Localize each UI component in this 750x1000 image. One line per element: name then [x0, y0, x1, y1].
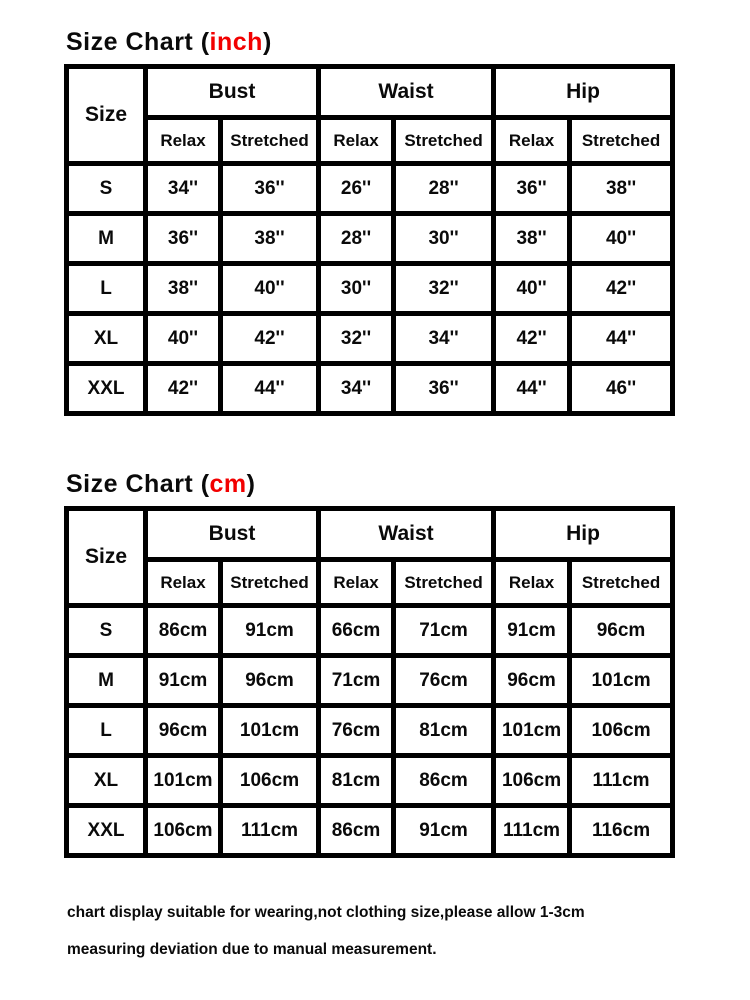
value-cell: 28'' [394, 164, 494, 214]
sub-header-row [67, 560, 673, 606]
title-close-paren: ) [262, 28, 272, 56]
sub-header-row [67, 118, 673, 164]
table-row-xxl [67, 806, 673, 856]
size-chart-inch-section [64, 28, 750, 416]
value-cell: 40'' [494, 264, 570, 314]
size-table-inch [64, 64, 675, 416]
value-cell: 44'' [570, 314, 673, 364]
value-cell: 76cm [394, 656, 494, 706]
waist-group-header: Waist [319, 67, 494, 118]
value-cell: 96cm [146, 706, 221, 756]
hip-group-header: Hip [494, 67, 673, 118]
title-close-paren: ) [246, 470, 256, 498]
title-text: Size Chart ( [66, 470, 210, 498]
value-cell: 76cm [319, 706, 394, 756]
hip-stretched-header: Stretched [570, 118, 673, 164]
bust-group-header: Bust [146, 509, 319, 560]
value-cell: 96cm [221, 656, 319, 706]
group-header-row [67, 67, 673, 118]
value-cell: 38'' [570, 164, 673, 214]
size-cell: XL [67, 756, 146, 806]
value-cell: 86cm [146, 606, 221, 656]
value-cell: 26'' [319, 164, 394, 214]
size-cell: L [67, 706, 146, 756]
bust-relax-header: Relax [146, 560, 221, 606]
measurement-note [67, 902, 750, 961]
value-cell: 38'' [146, 264, 221, 314]
value-cell: 106cm [570, 706, 673, 756]
size-cell: S [67, 164, 146, 214]
hip-stretched-header: Stretched [570, 560, 673, 606]
value-cell: 106cm [221, 756, 319, 806]
table-row-s [67, 164, 673, 214]
size-chart-cm-title [66, 470, 750, 499]
value-cell: 91cm [221, 606, 319, 656]
group-header-row [67, 509, 673, 560]
value-cell: 106cm [494, 756, 570, 806]
value-cell: 91cm [146, 656, 221, 706]
value-cell: 46'' [570, 364, 673, 414]
title-unit-cm: cm [209, 470, 247, 498]
bust-group-header: Bust [146, 67, 319, 118]
size-chart-cm-section [64, 470, 750, 858]
value-cell: 40'' [221, 264, 319, 314]
value-cell: 40'' [570, 214, 673, 264]
hip-relax-header: Relax [494, 560, 570, 606]
value-cell: 40'' [146, 314, 221, 364]
size-cell: L [67, 264, 146, 314]
hip-relax-header: Relax [494, 118, 570, 164]
waist-stretched-header: Stretched [394, 118, 494, 164]
value-cell: 34'' [394, 314, 494, 364]
size-column-header: Size [67, 509, 146, 606]
value-cell: 36'' [494, 164, 570, 214]
value-cell: 42'' [570, 264, 673, 314]
table-row-s [67, 606, 673, 656]
waist-relax-header: Relax [319, 118, 394, 164]
table-row-m [67, 656, 673, 706]
waist-relax-header: Relax [319, 560, 394, 606]
value-cell: 30'' [319, 264, 394, 314]
value-cell: 111cm [570, 756, 673, 806]
value-cell: 38'' [221, 214, 319, 264]
table-row-xl [67, 756, 673, 806]
value-cell: 34'' [319, 364, 394, 414]
value-cell: 42'' [221, 314, 319, 364]
bust-stretched-header: Stretched [221, 118, 319, 164]
size-table-cm [64, 506, 675, 858]
value-cell: 71cm [394, 606, 494, 656]
size-cell: S [67, 606, 146, 656]
title-unit-inch: inch [209, 28, 263, 56]
value-cell: 96cm [570, 606, 673, 656]
value-cell: 38'' [494, 214, 570, 264]
size-cell: M [67, 656, 146, 706]
value-cell: 111cm [221, 806, 319, 856]
title-text: Size Chart ( [66, 28, 210, 56]
bust-relax-header: Relax [146, 118, 221, 164]
value-cell: 101cm [221, 706, 319, 756]
value-cell: 44'' [494, 364, 570, 414]
size-cell: XL [67, 314, 146, 364]
value-cell: 44'' [221, 364, 319, 414]
table-row-l [67, 264, 673, 314]
value-cell: 34'' [146, 164, 221, 214]
value-cell: 91cm [494, 606, 570, 656]
bust-stretched-header: Stretched [221, 560, 319, 606]
value-cell: 28'' [319, 214, 394, 264]
value-cell: 86cm [319, 806, 394, 856]
value-cell: 116cm [570, 806, 673, 856]
value-cell: 30'' [394, 214, 494, 264]
waist-stretched-header: Stretched [394, 560, 494, 606]
size-cell: XXL [67, 806, 146, 856]
value-cell: 101cm [570, 656, 673, 706]
value-cell: 66cm [319, 606, 394, 656]
value-cell: 111cm [494, 806, 570, 856]
hip-group-header: Hip [494, 509, 673, 560]
table-row-xl [67, 314, 673, 364]
size-cell: M [67, 214, 146, 264]
note-line-2: measuring deviation due to manual measurement. [67, 941, 437, 958]
value-cell: 106cm [146, 806, 221, 856]
value-cell: 81cm [319, 756, 394, 806]
size-cell: XXL [67, 364, 146, 414]
value-cell: 36'' [221, 164, 319, 214]
value-cell: 91cm [394, 806, 494, 856]
value-cell: 101cm [494, 706, 570, 756]
value-cell: 86cm [394, 756, 494, 806]
value-cell: 32'' [394, 264, 494, 314]
note-line-1: chart display suitable for wearing,not clothing size,please allow 1-3cm [67, 904, 585, 921]
value-cell: 101cm [146, 756, 221, 806]
value-cell: 36'' [394, 364, 494, 414]
waist-group-header: Waist [319, 509, 494, 560]
value-cell: 81cm [394, 706, 494, 756]
value-cell: 96cm [494, 656, 570, 706]
size-column-header: Size [67, 67, 146, 164]
value-cell: 32'' [319, 314, 394, 364]
table-row-m [67, 214, 673, 264]
value-cell: 42'' [146, 364, 221, 414]
table-row-xxl [67, 364, 673, 414]
value-cell: 36'' [146, 214, 221, 264]
value-cell: 42'' [494, 314, 570, 364]
size-chart-inch-title [66, 28, 750, 57]
value-cell: 71cm [319, 656, 394, 706]
table-row-l [67, 706, 673, 756]
